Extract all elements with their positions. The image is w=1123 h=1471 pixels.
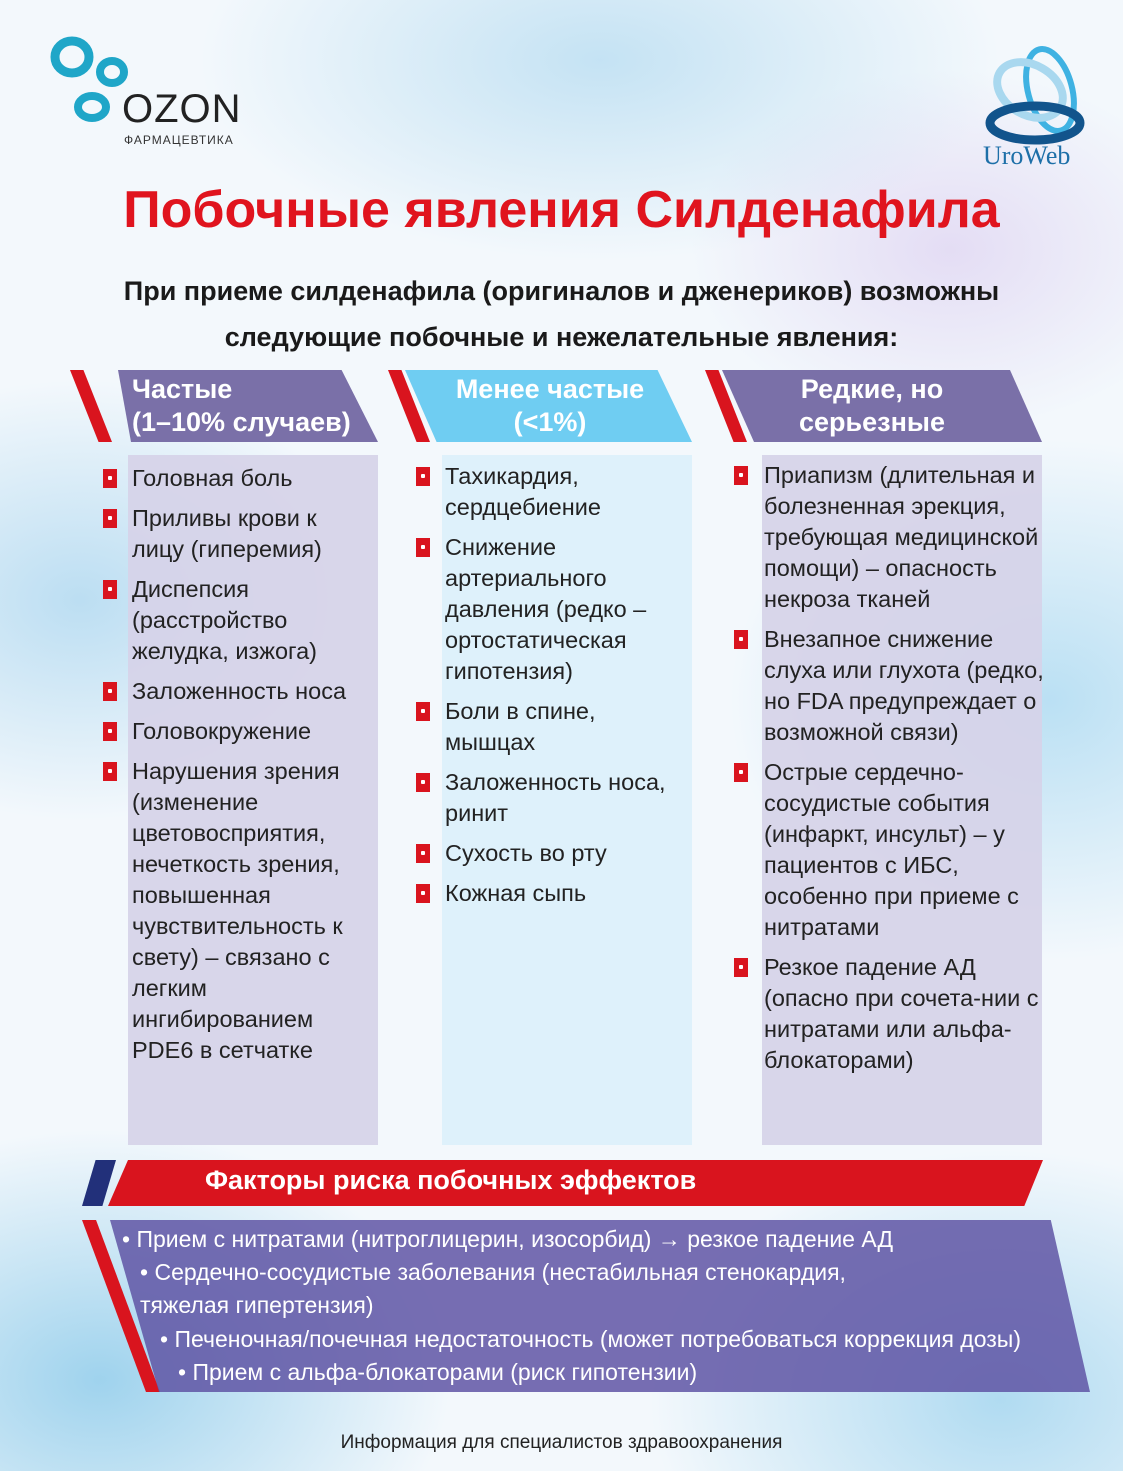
red-square-bullet-icon xyxy=(103,509,117,528)
ozon-logo xyxy=(50,35,270,150)
red-square-bullet-icon xyxy=(103,469,117,488)
list-item xyxy=(734,757,1046,943)
subtitle-line: следующие побочные и нежелательные явления: xyxy=(224,322,899,352)
red-square-bullet-icon xyxy=(103,580,117,599)
list-item xyxy=(734,460,1046,615)
list-item xyxy=(103,716,375,747)
ozon-subtitle: ФАРМАЦЕВТИКА xyxy=(124,133,234,147)
red-square-bullet-icon xyxy=(416,773,430,792)
list-item-text: Приливы крови к лицу (гиперемия) xyxy=(132,505,322,562)
page-title: Побочные явления Силденафила xyxy=(123,181,1000,239)
red-square-bullet-icon xyxy=(734,958,748,977)
subtitle-line: При приеме силденафила (оригиналов и дженериков) возможны xyxy=(123,276,1000,306)
list-rare xyxy=(734,460,1046,1085)
header-line: серьезные xyxy=(799,407,945,437)
header-line: Редкие, но xyxy=(800,374,944,404)
uroweb-name: UroWeb xyxy=(983,141,1071,170)
list-item-text: Резкое падение АД (опасно при сочета-нии с нитратами или альфа-блокаторами) xyxy=(764,954,1039,1073)
risk-item: • Прием с нитратами (нитроглицерин, изосорбид) → резкое падение АД xyxy=(122,1226,894,1252)
list-item xyxy=(734,624,1046,748)
list-item xyxy=(416,767,690,829)
list-item xyxy=(734,952,1046,1076)
red-square-bullet-icon xyxy=(416,884,430,903)
red-square-bullet-icon xyxy=(416,538,430,557)
list-item-text: Заложенность носа, ринит xyxy=(445,769,666,826)
list-item-text: Снижение артериального давления (редко – ортостатическая гипотензия) xyxy=(445,534,647,684)
list-item xyxy=(416,461,690,523)
list-item xyxy=(103,463,375,494)
column-header-rare-text xyxy=(722,373,1022,439)
list-item-text: Диспепсия (расстройство желудка, изжога) xyxy=(132,576,317,664)
risk-item-text: Печеночная/почечная недостаточность (может потребоваться коррекция дозы) xyxy=(174,1326,1021,1352)
list-item-text: Кожная сыпь xyxy=(445,880,587,906)
risk-item-text: Сердечно-сосудистые заболевания (нестабильная стенокардия, тяжелая гипертензия) xyxy=(140,1259,846,1318)
navy-stripe xyxy=(82,1160,116,1206)
header-line: Менее частые xyxy=(455,374,645,404)
list-item-text: Нарушения зрения (изменение цветовосприятия, нечеткость зрения, повышенная чувствительность к свету) – связано с легким ингибированием PDE6 в сетчатке xyxy=(132,758,343,1063)
red-square-bullet-icon xyxy=(103,682,117,701)
list-item-text: Головокружение xyxy=(132,718,312,744)
risk-item: • Печеночная/почечная недостаточность (может потребоваться коррекция дозы) xyxy=(160,1326,1021,1352)
risk-title: Факторы риска побочных эффектов xyxy=(205,1165,697,1195)
list-item xyxy=(103,574,375,667)
list-item-text: Тахикардия, сердцебиение xyxy=(445,463,601,520)
subtitle xyxy=(20,268,1103,360)
header-line: (<1%) xyxy=(513,407,587,437)
red-square-bullet-icon xyxy=(416,702,430,721)
red-square-bullet-icon xyxy=(103,762,117,781)
list-item xyxy=(416,696,690,758)
column-header-less-frequent-text xyxy=(405,373,695,439)
ozon-rings-icon xyxy=(50,35,130,135)
list-less-frequent xyxy=(416,461,690,918)
list-item-text: Сухость во рту xyxy=(445,840,607,866)
footer-note: Информация для специалистов здравоохранения xyxy=(340,1432,783,1453)
list-item xyxy=(103,676,375,707)
red-square-bullet-icon xyxy=(734,630,748,649)
red-square-bullet-icon xyxy=(103,722,117,741)
header-line: (1–10% случаев) xyxy=(132,407,351,437)
risk-item: • Сердечно-сосудистые заболевания (нестабильная стенокардия, тяжелая гипертензия) xyxy=(140,1259,846,1318)
red-square-bullet-icon xyxy=(734,466,748,485)
list-item xyxy=(103,503,375,565)
list-item xyxy=(416,838,690,869)
list-item-text: Острые сердечно-сосудистые события (инфаркт, инсульт) – у пациентов с ИБС, особенно при приеме с нитратами xyxy=(764,759,1019,940)
list-item-text: Боли в спине, мышцах xyxy=(445,698,596,755)
red-square-bullet-icon xyxy=(416,467,430,486)
risk-item-text: Прием с нитратами (нитроглицерин, изосорбид) → резкое падение АД xyxy=(136,1226,894,1252)
column-header-frequent-text xyxy=(132,373,351,439)
uroweb-logo xyxy=(975,45,1095,175)
list-item xyxy=(416,878,690,909)
list-item xyxy=(416,532,690,687)
list-item-text: Заложенность носа xyxy=(132,678,347,704)
risk-item: • Прием с альфа-блокаторами (риск гипотензии) xyxy=(178,1359,698,1385)
ozon-name: OZON xyxy=(122,87,242,131)
red-square-bullet-icon xyxy=(416,844,430,863)
header-line: Частые xyxy=(132,374,233,404)
risk-item-text: Прием с альфа-блокаторами (риск гипотензии) xyxy=(192,1359,698,1385)
list-item xyxy=(103,756,375,1066)
uroweb-rings-icon xyxy=(975,45,1095,145)
red-stripe xyxy=(70,370,112,442)
list-item-text: Приапизм (длительная и болезненная эрекция, требующая медицинской помощи) – опасность некроза тканей xyxy=(764,462,1039,612)
list-item-text: Головная боль xyxy=(132,465,293,491)
list-frequent xyxy=(103,463,375,1075)
red-square-bullet-icon xyxy=(734,763,748,782)
list-item-text: Внезапное снижение слуха или глухота (редко, но FDA предупреждает о возможной связи) xyxy=(764,626,1044,745)
